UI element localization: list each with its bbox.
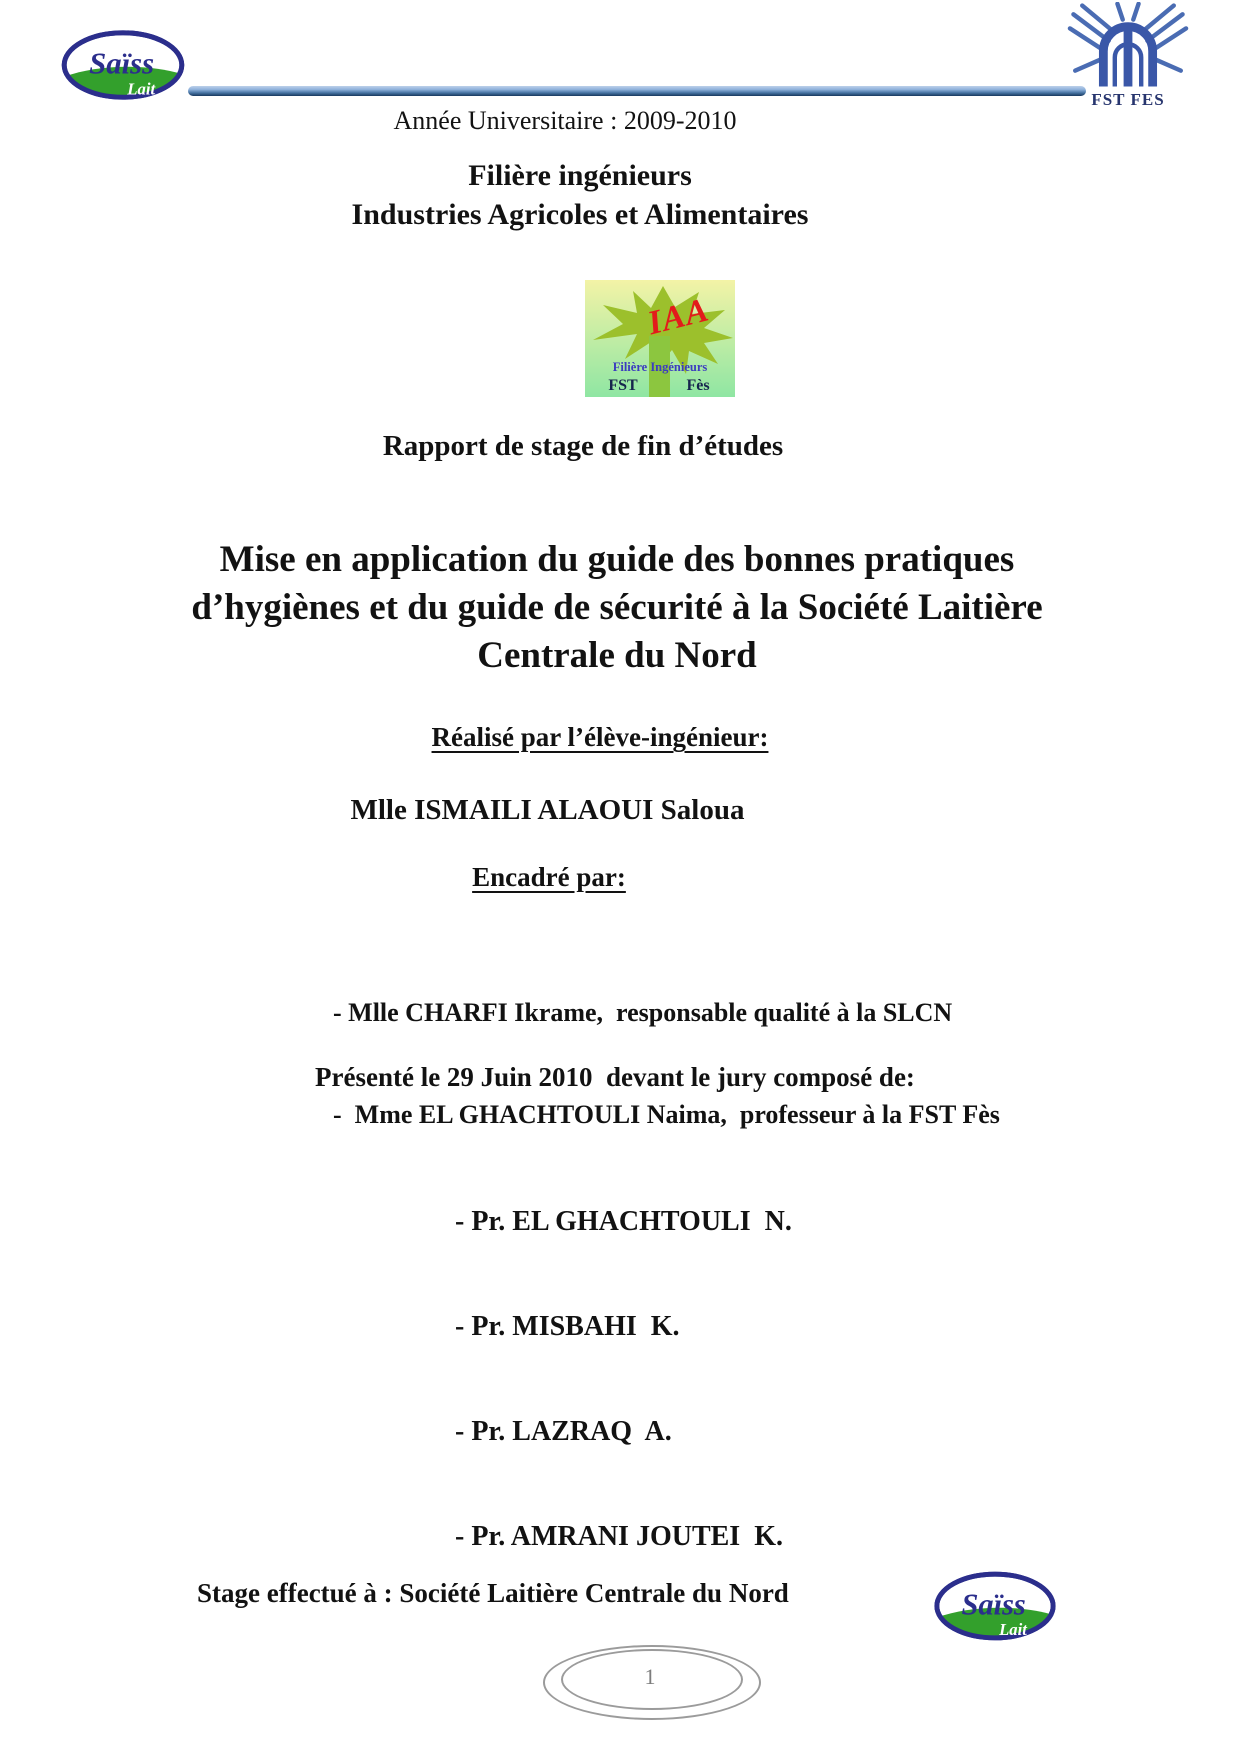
iaa-logo-fst: FST [608,377,638,394]
jury-member-3: - Pr. LAZRAQ A. [455,1416,672,1447]
report-type: Rapport de stage de fin d’études [382,430,784,462]
saiss-logo-name: Saïss [961,1587,1026,1622]
saiss-logo-subname: Lait [127,79,156,99]
iaa-logo-fes: Fès [686,377,710,394]
saiss-lait-logo-bottom [926,1570,1064,1642]
saiss-logo-name: Saïss [89,46,155,81]
program-line2: Industries Agricoles et Alimentaires [351,198,809,231]
program-line1: Filière ingénieurs [468,159,692,192]
program-heading [0,156,1160,234]
iaa-logo-caption: Filière Ingénieurs [612,360,708,374]
saiss-lait-logo-top [60,26,186,104]
saiss-logo-subname: Lait [999,1620,1027,1640]
internship-location: Stage effectué à : Société Laitière Centrale du Nord [197,1578,789,1608]
page-number: 1 [644,1664,656,1689]
supervisors-heading: Encadré par: [472,862,626,892]
jury-list [455,1134,792,1624]
author-heading: Réalisé par l’élève-ingénieur: [431,722,769,752]
iaa-logo [585,280,735,397]
title-line-3: Centrale du Nord [477,635,757,676]
author-name: Mlle ISMAILI ALAOUI Saloua [350,794,745,826]
report-title [0,536,1234,680]
supervisor-item-2: - Mme EL GHACHTOULI Naima, professeur à la FST Fès [333,1100,1000,1129]
header-divider [188,86,1086,96]
jury-member-2: - Pr. MISBAHI K. [455,1311,680,1342]
jury-member-1: - Pr. EL GHACHTOULI N. [455,1206,792,1237]
academic-year: Année Universitaire : 2009-2010 [393,106,737,135]
jury-member-4: - Pr. AMRANI JOUTEI K. [455,1521,783,1552]
iaa-logo-acronym: IAA [644,291,713,343]
fst-emblem-icon [1064,2,1192,90]
supervisor-item-1: - Mlle CHARFI Ikrame, responsable qualité à la SLCN [333,998,953,1027]
title-line-2: d’hygiènes et du guide de sécurité à la Société Laitière [191,587,1043,628]
title-line-1: Mise en application du guide des bonnes pratiques [219,539,1015,580]
fst-logo-caption: FST FES [1091,90,1165,109]
jury-intro: Présenté le 29 Juin 2010 devant le jury composé de: [315,1062,915,1092]
